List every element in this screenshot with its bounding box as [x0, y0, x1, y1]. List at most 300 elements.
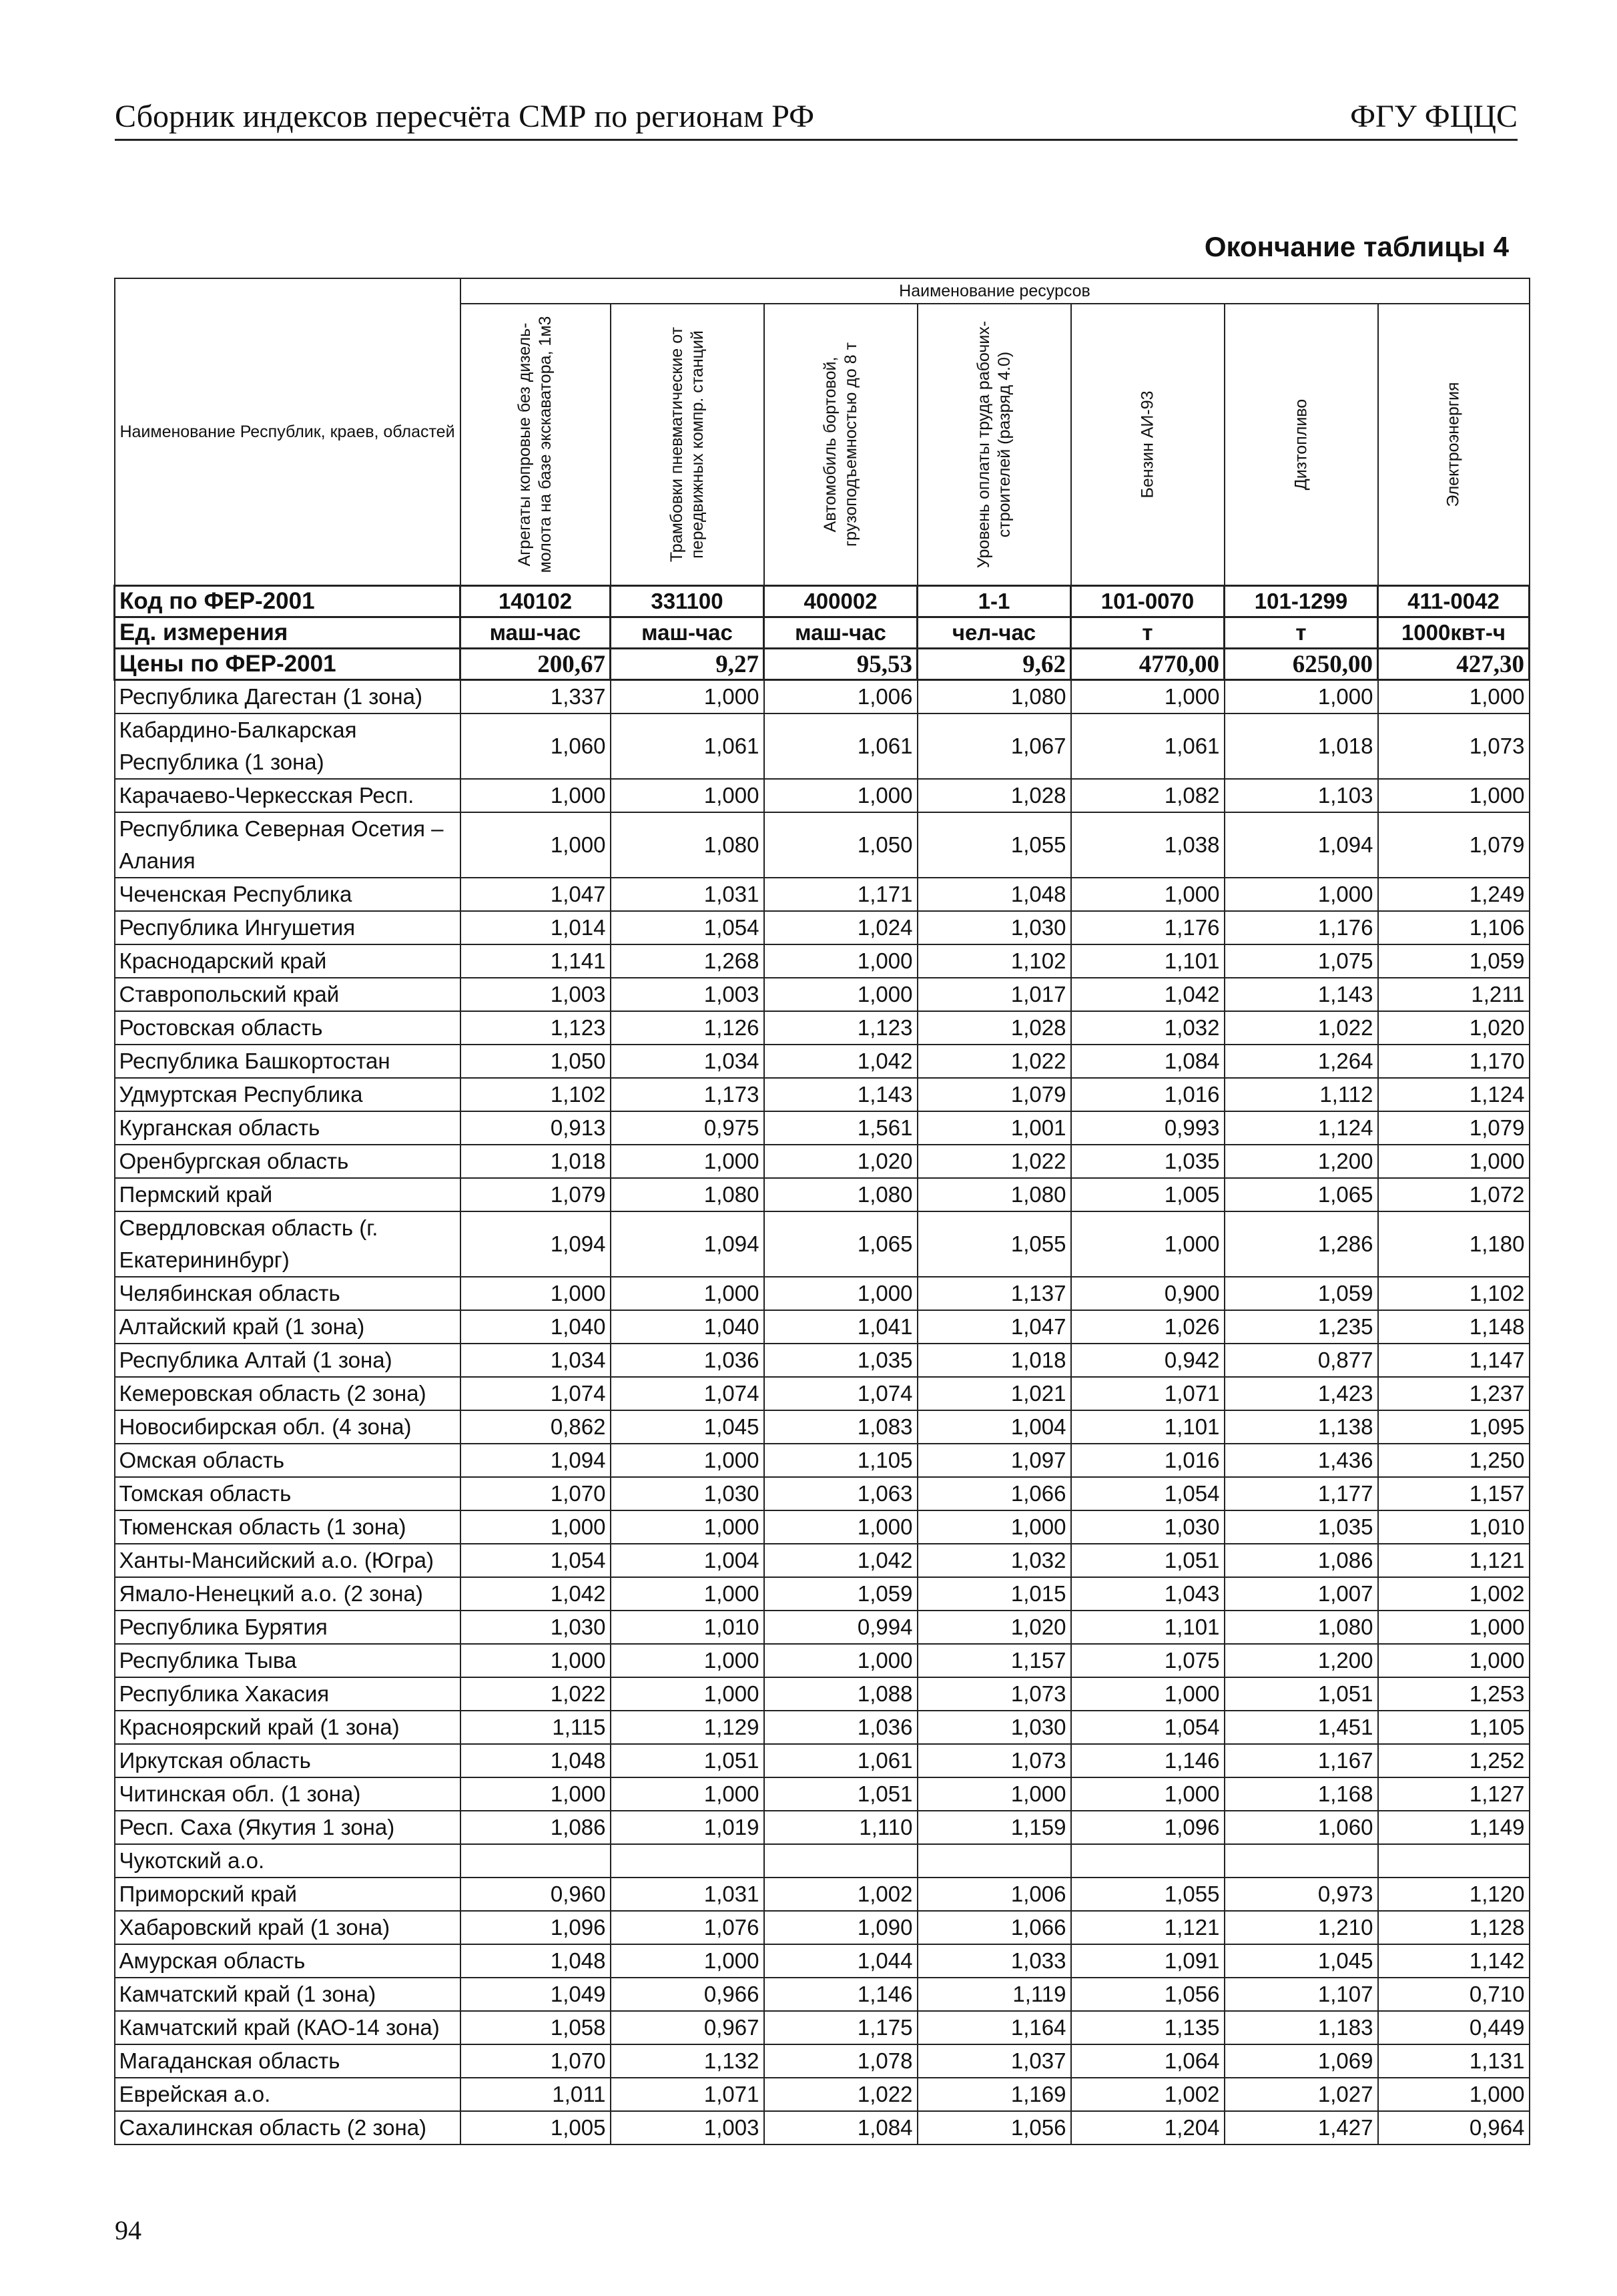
- index-value: 1,015: [918, 1577, 1071, 1611]
- index-value: 1,250: [1378, 1444, 1530, 1477]
- index-value: [1225, 1844, 1378, 1878]
- index-value: 1,024: [764, 911, 918, 944]
- index-value: 1,105: [1378, 1711, 1530, 1744]
- header-organization: ФГУ ФЦЦС: [1350, 99, 1518, 134]
- region-name: Респ. Саха (Якутия 1 зона): [115, 1811, 460, 1844]
- index-value: 1,073: [918, 1744, 1071, 1777]
- region-name: Ростовская область: [115, 1011, 460, 1045]
- region-name: Ямало-Ненецкий а.о. (2 зона): [115, 1577, 460, 1611]
- table-row: [115, 1777, 1530, 1811]
- index-value: 1,000: [764, 1510, 918, 1544]
- index-value: 1,170: [1378, 1045, 1530, 1078]
- index-value: 1,088: [764, 1677, 918, 1711]
- code-row-cell: 101-1299: [1225, 586, 1378, 617]
- price-row-cell: 9,27: [611, 649, 764, 680]
- index-value: 1,022: [1225, 1011, 1378, 1045]
- index-value: 1,066: [918, 1477, 1071, 1510]
- index-value: 1,286: [1225, 1211, 1378, 1277]
- table-row: [115, 713, 1530, 779]
- index-value: 1,048: [460, 1944, 611, 1978]
- index-value: 1,168: [1225, 1777, 1378, 1811]
- index-value: 1,094: [1225, 812, 1378, 878]
- index-value: 1,066: [918, 1911, 1071, 1944]
- region-name: Приморский край: [115, 1878, 460, 1911]
- table-row: [115, 2044, 1530, 2078]
- index-value: 1,003: [460, 978, 611, 1011]
- index-value: 1,000: [1225, 680, 1378, 714]
- index-value: 1,102: [918, 944, 1071, 978]
- index-value: 1,044: [764, 1944, 918, 1978]
- region-name: Карачаево-Черкесская Респ.: [115, 779, 460, 812]
- index-value: 1,051: [764, 1777, 918, 1811]
- index-value: 1,000: [611, 1677, 764, 1711]
- index-value: 0,993: [1071, 1111, 1225, 1145]
- index-value: 1,200: [1225, 1644, 1378, 1677]
- index-value: 1,035: [764, 1344, 918, 1377]
- index-value: 1,105: [764, 1444, 918, 1477]
- index-value: 1,079: [1378, 1111, 1530, 1145]
- resource-column-header-text: Уровень оплаты труда рабочих-строителей (разряд 4.0): [974, 320, 1014, 569]
- index-value: 1,000: [460, 1277, 611, 1310]
- table-row: [115, 1878, 1530, 1911]
- table-row: [115, 1444, 1530, 1477]
- index-value: 1,020: [764, 1145, 918, 1178]
- index-value: 1,451: [1225, 1711, 1378, 1744]
- table-row: [115, 1644, 1530, 1677]
- index-value: 1,043: [1071, 1577, 1225, 1611]
- index-value: 0,942: [1071, 1344, 1225, 1377]
- table-row: [115, 1277, 1530, 1310]
- index-value: 1,002: [1378, 1577, 1530, 1611]
- index-value: 1,138: [1225, 1410, 1378, 1444]
- price-row-label: Цены по ФЕР-2001: [115, 649, 460, 680]
- index-value: 1,010: [1378, 1510, 1530, 1544]
- index-value: 1,101: [1071, 1410, 1225, 1444]
- index-value: 1,033: [918, 1944, 1071, 1978]
- region-name: Красноярский край (1 зона): [115, 1711, 460, 1744]
- index-value: 1,075: [1225, 944, 1378, 978]
- index-value: 1,042: [764, 1045, 918, 1078]
- unit-row-label: Ед. измерения: [115, 617, 460, 649]
- index-value: 1,264: [1225, 1045, 1378, 1078]
- index-value: 1,000: [1378, 1611, 1530, 1644]
- index-value: [764, 1844, 918, 1878]
- index-value: 0,964: [1378, 2111, 1530, 2144]
- index-value: 1,061: [1071, 713, 1225, 779]
- index-value: 1,021: [918, 1377, 1071, 1410]
- index-value: 1,249: [1378, 878, 1530, 911]
- index-value: 1,040: [611, 1310, 764, 1344]
- index-value: 0,900: [1071, 1277, 1225, 1310]
- index-value: 1,017: [918, 978, 1071, 1011]
- index-value: 1,210: [1225, 1911, 1378, 1944]
- index-value: 1,124: [1225, 1111, 1378, 1145]
- index-value: 1,127: [1378, 1777, 1530, 1811]
- index-value: 1,436: [1225, 1444, 1378, 1477]
- resource-column-header: [918, 304, 1071, 586]
- index-value: 1,002: [764, 1878, 918, 1911]
- index-value: 1,148: [1378, 1310, 1530, 1344]
- region-name: Алтайский край (1 зона): [115, 1310, 460, 1344]
- region-column-header: Наименование Республик, краев, областей: [115, 278, 460, 586]
- index-value: 1,000: [1378, 2078, 1530, 2111]
- table-row: [115, 2011, 1530, 2044]
- resources-group-header: Наименование ресурсов: [460, 278, 1530, 304]
- index-value: 1,005: [1071, 1178, 1225, 1211]
- price-row-cell: 427,30: [1378, 649, 1530, 680]
- index-value: 1,112: [1225, 1078, 1378, 1111]
- index-value: 0,975: [611, 1111, 764, 1145]
- index-value: 1,000: [1378, 680, 1530, 714]
- region-name: Сахалинская область (2 зона): [115, 2111, 460, 2144]
- index-value: 1,004: [918, 1410, 1071, 1444]
- index-value: 1,055: [1071, 1878, 1225, 1911]
- index-value: 1,169: [918, 2078, 1071, 2111]
- index-value: 1,065: [764, 1211, 918, 1277]
- index-value: 1,000: [764, 1277, 918, 1310]
- region-name: Омская область: [115, 1444, 460, 1477]
- index-value: 1,084: [764, 2111, 918, 2144]
- index-value: 1,048: [918, 878, 1071, 911]
- index-value: 1,142: [1378, 1944, 1530, 1978]
- index-table: [113, 278, 1530, 2145]
- index-value: 1,072: [1378, 1178, 1530, 1211]
- region-name: Пермский край: [115, 1178, 460, 1211]
- index-value: 1,120: [1378, 1878, 1530, 1911]
- index-value: 1,069: [1225, 2044, 1378, 2078]
- index-value: 1,018: [918, 1344, 1071, 1377]
- table-row: [115, 1178, 1530, 1211]
- index-value: 1,051: [1225, 1677, 1378, 1711]
- index-value: 1,059: [1378, 944, 1530, 978]
- region-name: Магаданская область: [115, 2044, 460, 2078]
- index-value: 1,157: [918, 1644, 1071, 1677]
- region-name: Республика Дагестан (1 зона): [115, 680, 460, 714]
- index-value: 1,071: [611, 2078, 764, 2111]
- code-row: [115, 586, 1530, 617]
- index-value: 1,050: [460, 1045, 611, 1078]
- index-value: 1,032: [918, 1544, 1071, 1577]
- index-value: 1,022: [918, 1145, 1071, 1178]
- index-value: 1,048: [460, 1744, 611, 1777]
- index-value: 1,094: [611, 1211, 764, 1277]
- index-value: 1,042: [1071, 978, 1225, 1011]
- resource-column-header: [1378, 304, 1530, 586]
- table-row: [115, 944, 1530, 978]
- index-value: 1,054: [460, 1544, 611, 1577]
- region-name: Кемеровская область (2 зона): [115, 1377, 460, 1410]
- table-row: [115, 1944, 1530, 1978]
- index-value: 1,080: [764, 1178, 918, 1211]
- table-caption: Окончание таблицы 4: [1204, 231, 1509, 262]
- code-row-cell: 411-0042: [1378, 586, 1530, 617]
- index-value: 1,040: [460, 1310, 611, 1344]
- index-value: 1,176: [1071, 911, 1225, 944]
- region-name: Курганская область: [115, 1111, 460, 1145]
- index-value: 1,427: [1225, 2111, 1378, 2144]
- region-name: Краснодарский край: [115, 944, 460, 978]
- index-value: 1,000: [1071, 1677, 1225, 1711]
- region-name: Республика Алтай (1 зона): [115, 1344, 460, 1377]
- index-value: 1,022: [764, 2078, 918, 2111]
- price-row-cell: 4770,00: [1071, 649, 1225, 680]
- index-value: 1,042: [460, 1577, 611, 1611]
- index-value: 1,004: [611, 1544, 764, 1577]
- region-name: Республика Хакасия: [115, 1677, 460, 1711]
- index-value: 1,050: [764, 812, 918, 878]
- resource-column-header-text: Трамбовки пневматические от передвижных компр. станций: [667, 326, 707, 563]
- table-row: [115, 1811, 1530, 1844]
- index-value: 1,063: [764, 1477, 918, 1510]
- index-value: [1071, 1844, 1225, 1878]
- index-value: 1,423: [1225, 1377, 1378, 1410]
- index-value: 1,000: [611, 1577, 764, 1611]
- index-value: 1,103: [1225, 779, 1378, 812]
- index-value: 1,030: [1071, 1510, 1225, 1544]
- index-value: 1,028: [918, 1011, 1071, 1045]
- region-name: Республика Тыва: [115, 1644, 460, 1677]
- table-row: [115, 1045, 1530, 1078]
- index-value: 1,067: [918, 713, 1071, 779]
- index-value: 1,076: [611, 1911, 764, 1944]
- index-value: 1,078: [764, 2044, 918, 2078]
- index-value: 1,006: [764, 680, 918, 714]
- index-value: 1,022: [918, 1045, 1071, 1078]
- index-value: 1,083: [764, 1410, 918, 1444]
- index-value: 1,080: [1225, 1611, 1378, 1644]
- region-name: Удмуртская Республика: [115, 1078, 460, 1111]
- index-value: 1,061: [611, 713, 764, 779]
- index-value: 0,449: [1378, 2011, 1530, 2044]
- index-value: 1,030: [460, 1611, 611, 1644]
- region-name: Республика Северная Осетия – Алания: [115, 812, 460, 878]
- index-value: 1,135: [1071, 2011, 1225, 2044]
- table-row: [115, 1078, 1530, 1111]
- index-value: 1,129: [611, 1711, 764, 1744]
- table-row: [115, 1377, 1530, 1410]
- index-value: 1,091: [1071, 1944, 1225, 1978]
- index-value: 1,143: [764, 1078, 918, 1111]
- index-value: 1,018: [1225, 713, 1378, 779]
- index-value: 1,075: [1071, 1644, 1225, 1677]
- index-value: 1,110: [764, 1811, 918, 1844]
- index-value: 1,268: [611, 944, 764, 978]
- region-name: Ханты-Мансийский а.о. (Югра): [115, 1544, 460, 1577]
- index-value: 1,030: [611, 1477, 764, 1510]
- index-value: 1,143: [1225, 978, 1378, 1011]
- index-value: 1,000: [764, 779, 918, 812]
- unit-row-cell: 1000квт-ч: [1378, 617, 1530, 649]
- region-name: Челябинская область: [115, 1277, 460, 1310]
- table-row: [115, 1711, 1530, 1744]
- index-value: 0,862: [460, 1410, 611, 1444]
- region-name: Республика Бурятия: [115, 1611, 460, 1644]
- index-value: 1,121: [1071, 1911, 1225, 1944]
- region-name: Новосибирская обл. (4 зона): [115, 1410, 460, 1444]
- index-value: 1,051: [611, 1744, 764, 1777]
- index-value: 1,080: [611, 812, 764, 878]
- index-value: 1,034: [460, 1344, 611, 1377]
- index-value: [918, 1844, 1071, 1878]
- index-value: 1,146: [1071, 1744, 1225, 1777]
- page-number: 94: [115, 2215, 141, 2245]
- index-value: 1,034: [611, 1045, 764, 1078]
- index-value: 1,006: [918, 1878, 1071, 1911]
- index-value: 1,035: [1071, 1145, 1225, 1178]
- index-value: 1,000: [460, 812, 611, 878]
- index-value: 1,074: [611, 1377, 764, 1410]
- index-value: 1,061: [764, 1744, 918, 1777]
- running-header: [115, 99, 1518, 141]
- index-value: 1,000: [460, 1510, 611, 1544]
- index-value: 1,204: [1071, 2111, 1225, 2144]
- index-value: 1,059: [764, 1577, 918, 1611]
- resource-column-header: [1225, 304, 1378, 586]
- index-value: 1,000: [460, 1644, 611, 1677]
- index-value: 1,080: [918, 680, 1071, 714]
- table-row: [115, 1211, 1530, 1277]
- index-value: 0,710: [1378, 1978, 1530, 2011]
- index-value: 1,000: [1378, 1644, 1530, 1677]
- index-value: 1,003: [611, 978, 764, 1011]
- index-value: 1,253: [1378, 1677, 1530, 1711]
- index-value: 1,000: [611, 1444, 764, 1477]
- index-value: 1,074: [764, 1377, 918, 1410]
- index-value: 1,123: [460, 1011, 611, 1045]
- price-row: [115, 649, 1530, 680]
- table-row: [115, 1344, 1530, 1377]
- index-value: 1,252: [1378, 1744, 1530, 1777]
- index-value: 1,070: [460, 1477, 611, 1510]
- index-value: 1,175: [764, 2011, 918, 2044]
- region-name: Свердловская область (г. Екатерининбург): [115, 1211, 460, 1277]
- index-value: 1,000: [611, 1145, 764, 1178]
- index-value: 1,000: [611, 1777, 764, 1811]
- index-value: 1,159: [918, 1811, 1071, 1844]
- index-value: 1,031: [611, 878, 764, 911]
- index-value: 1,065: [1225, 1178, 1378, 1211]
- table-row: [115, 878, 1530, 911]
- index-value: 1,094: [460, 1211, 611, 1277]
- index-value: 1,000: [1378, 779, 1530, 812]
- index-value: 1,022: [460, 1677, 611, 1711]
- index-value: 1,235: [1225, 1310, 1378, 1344]
- index-value: 1,042: [764, 1544, 918, 1577]
- index-value: 1,086: [460, 1811, 611, 1844]
- index-value: 1,011: [460, 2078, 611, 2111]
- index-value: 1,124: [1378, 1078, 1530, 1111]
- price-row-cell: 200,67: [460, 649, 611, 680]
- index-value: 1,086: [1225, 1544, 1378, 1577]
- index-value: 1,014: [460, 911, 611, 944]
- index-value: 1,036: [764, 1711, 918, 1744]
- index-value: 1,060: [460, 713, 611, 779]
- unit-row-cell: маш-час: [764, 617, 918, 649]
- index-value: 1,073: [1378, 713, 1530, 779]
- resource-column-header-text: Агрегаты копровые без дизель-молота на базе экскаватора, 1м3: [515, 316, 555, 573]
- index-value: 1,002: [1071, 2078, 1225, 2111]
- index-value: 1,079: [460, 1178, 611, 1211]
- index-value: 1,149: [1378, 1811, 1530, 1844]
- region-name: Ставропольский край: [115, 978, 460, 1011]
- region-name: Кабардино-Балкарская Республика (1 зона): [115, 713, 460, 779]
- index-value: 1,082: [1071, 779, 1225, 812]
- index-value: 1,000: [611, 1277, 764, 1310]
- index-value: 1,054: [1071, 1711, 1225, 1744]
- index-value: 1,049: [460, 1978, 611, 2011]
- index-value: 1,018: [460, 1145, 611, 1178]
- code-row-label: Код по ФЕР-2001: [115, 586, 460, 617]
- index-value: 1,128: [1378, 1911, 1530, 1944]
- table-row: [115, 1577, 1530, 1611]
- resource-column-header-text: Автомобиль бортовой, грузоподъемностью до 8 т: [820, 342, 860, 547]
- resource-column-header: [460, 304, 611, 586]
- index-value: 1,141: [460, 944, 611, 978]
- index-value: 1,000: [611, 1510, 764, 1544]
- index-value: 1,090: [764, 1911, 918, 1944]
- index-value: 1,028: [918, 779, 1071, 812]
- index-value: 1,080: [611, 1178, 764, 1211]
- index-value: 1,147: [1378, 1344, 1530, 1377]
- region-name: Амурская область: [115, 1944, 460, 1978]
- index-value: 1,000: [764, 944, 918, 978]
- table-row: [115, 680, 1530, 714]
- index-value: 1,071: [1071, 1377, 1225, 1410]
- index-value: 1,123: [764, 1011, 918, 1045]
- code-row-cell: 101-0070: [1071, 586, 1225, 617]
- resource-column-header-text: Электроэнергия: [1443, 382, 1463, 507]
- index-value: 0,913: [460, 1111, 611, 1145]
- index-value: 0,994: [764, 1611, 918, 1644]
- index-value: 1,000: [1071, 680, 1225, 714]
- header-title: Сборник индексов пересчёта СМР по регионам РФ: [115, 99, 814, 134]
- index-value: 1,032: [1071, 1011, 1225, 1045]
- index-value: 1,096: [1071, 1811, 1225, 1844]
- unit-row: [115, 617, 1530, 649]
- index-value: 1,045: [611, 1410, 764, 1444]
- index-value: 1,000: [611, 1644, 764, 1677]
- unit-row-cell: т: [1225, 617, 1378, 649]
- index-value: 1,030: [918, 911, 1071, 944]
- index-value: 1,019: [611, 1811, 764, 1844]
- unit-row-cell: т: [1071, 617, 1225, 649]
- index-value: 1,073: [918, 1677, 1071, 1711]
- index-value: 1,095: [1378, 1410, 1530, 1444]
- index-value: 1,000: [1071, 878, 1225, 911]
- resource-column-header: [764, 304, 918, 586]
- index-value: 1,237: [1378, 1377, 1530, 1410]
- index-value: 1,177: [1225, 1477, 1378, 1510]
- index-value: 1,045: [1225, 1944, 1378, 1978]
- index-value: 1,171: [764, 878, 918, 911]
- index-value: 1,020: [918, 1611, 1071, 1644]
- table-row: [115, 1677, 1530, 1711]
- index-value: 1,056: [918, 2111, 1071, 2144]
- price-row-cell: 95,53: [764, 649, 918, 680]
- index-value: 1,000: [1071, 1777, 1225, 1811]
- index-value: 1,101: [1071, 1611, 1225, 1644]
- index-value: 1,164: [918, 2011, 1071, 2044]
- index-value: 1,200: [1225, 1145, 1378, 1178]
- index-value: 1,000: [460, 779, 611, 812]
- region-name: Тюменская область (1 зона): [115, 1510, 460, 1544]
- index-value: 1,094: [460, 1444, 611, 1477]
- index-value: 1,211: [1378, 978, 1530, 1011]
- index-value: 1,074: [460, 1377, 611, 1410]
- code-row-cell: 331100: [611, 586, 764, 617]
- index-value: 1,137: [918, 1277, 1071, 1310]
- index-value: 1,055: [918, 812, 1071, 878]
